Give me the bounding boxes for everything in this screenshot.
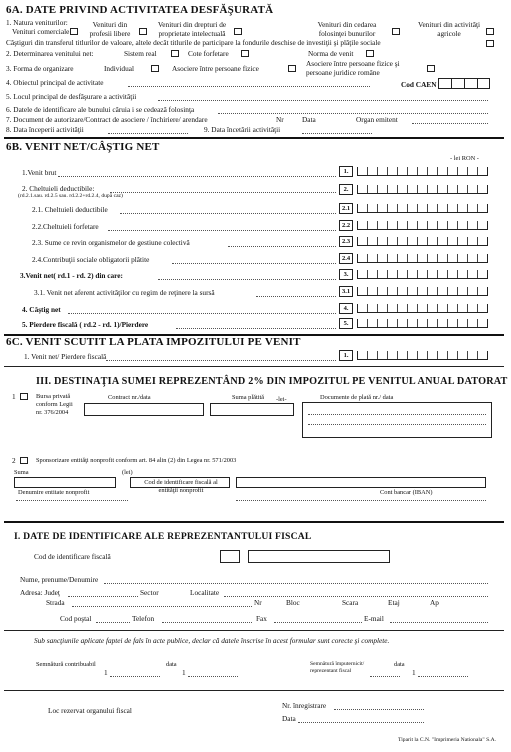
- row-2-3-cells[interactable]: [357, 237, 488, 246]
- suma-platita-field[interactable]: [210, 403, 294, 416]
- row-2-1-number: 2.1: [339, 203, 353, 214]
- venituri-drepturi-label: Venituri din drepturi de proprietate intelectuală: [157, 20, 227, 38]
- row-4-label: 4. Câştig net: [22, 305, 61, 314]
- 6c-row-cells[interactable]: [357, 351, 488, 360]
- row-4-cells[interactable]: [357, 304, 488, 313]
- 6c-row-number: 1.: [339, 350, 353, 361]
- row-2-label: 2. Cheltuieli deductibile:: [22, 184, 95, 193]
- section-6a-title: 6A. DATE PRIVIND ACTIVITATEA DESFĂŞURATĂ: [6, 4, 274, 16]
- row-2-number: 2.: [339, 184, 353, 195]
- data-inceperii-label: 8. Data începerii activităţii: [6, 125, 84, 134]
- row-2-3-label: 2.3. Sume ce revin organismelor de gestiune colectivă: [32, 238, 190, 247]
- cod-caen-label: Cod CAEN: [401, 80, 437, 89]
- row-3-number: 3.: [339, 269, 353, 280]
- row-3-1-number: 3.1: [339, 286, 353, 297]
- section-6c-title: 6C. VENIT SCUTIT LA PLATA IMPOZITULUI PE VENIT: [6, 336, 301, 348]
- judet-label: Adresa: Judeţ: [20, 588, 60, 597]
- asociere-juridice-checkbox[interactable]: [427, 65, 435, 72]
- sponsorizare-label: Sponsorizare entităţi nonprofit conform art. 84 alin (2) din Legea nr. 571/2003: [36, 457, 237, 464]
- cod-postal-label: Cod poştal: [60, 614, 92, 623]
- sistem-real-label: Sistem real: [124, 49, 157, 58]
- row-1-label: 1.Venit brut: [22, 168, 57, 177]
- cod-fiscal-label: Cod de identificare fiscală: [34, 552, 111, 561]
- natura-label: 1. Natura veniturilor:: [6, 18, 68, 27]
- unit-label: - lei RON -: [450, 155, 479, 162]
- venituri-comerciale-label: Venituri comerciale: [12, 27, 70, 36]
- suma-platita-label: Suma plătită: [232, 394, 265, 401]
- data-label: data: [166, 661, 177, 668]
- venituri-agricole-checkbox[interactable]: [486, 28, 494, 35]
- ap-label: Ap: [430, 598, 439, 607]
- row-3-label: 3.Venit net( rd.1 - rd. 2) din care:: [20, 271, 123, 280]
- row-2-2-number: 2.2: [339, 220, 353, 231]
- row-1-cells[interactable]: [357, 167, 488, 176]
- venituri-cedarea-checkbox[interactable]: [392, 28, 400, 35]
- venituri-profesii-checkbox[interactable]: [139, 28, 147, 35]
- scara-label: Scara: [342, 598, 359, 607]
- row-3-1-label: 3.1. Venit net aferent activităţilor cu regim de reţinere la sursă: [34, 288, 215, 297]
- asociere-juridice-label: Asociere între persoane fizice şi persoane juridice române: [306, 59, 400, 77]
- cont-label: Cont bancar (IBAN): [380, 489, 433, 496]
- cod-caen-field[interactable]: [438, 78, 490, 89]
- documente-label: Documente de plată nr./ data: [320, 394, 394, 401]
- castiguri-checkbox[interactable]: [486, 40, 494, 47]
- castiguri-label: Câştiguri din transferul titlurilor de valoare, altele decât titlurile de participare la fondurile deschise de investiţii şi plăţile sociale: [6, 38, 381, 47]
- tiparit-text: Tiparit la C.N. "Imprimeria Nationala" S.A.: [398, 737, 497, 743]
- row-2-2-cells[interactable]: [357, 221, 488, 230]
- row-2-2-label: 2.2.Cheltuieli forfetare: [32, 222, 99, 231]
- obiectul-label: 4. Obiectul principal de activitate: [6, 78, 104, 87]
- semnatura-contrib-marker: 1: [104, 668, 108, 677]
- data2-label: Data: [282, 714, 296, 723]
- venituri-comerciale-checkbox[interactable]: [70, 28, 78, 35]
- documente-field[interactable]: [302, 402, 492, 438]
- etaj-label: Etaj: [388, 598, 400, 607]
- suma-label: Suma: [14, 469, 29, 476]
- section-6b-title: 6B. VENIT NET/CÂŞTIG NET: [6, 141, 160, 153]
- suma-field[interactable]: [14, 477, 116, 488]
- individual-label: Individual: [104, 64, 134, 73]
- repr-title: I. DATE DE IDENTIFICARE ALE REPREZENTANTULUI FISCAL: [14, 531, 312, 542]
- row-2-1-label: 2.1. Cheltuieli deductibile: [32, 205, 108, 214]
- venituri-profesii-label: Venituri din profesii libere: [89, 20, 131, 38]
- row-2-4-cells[interactable]: [357, 254, 488, 263]
- sector-label: Sector: [140, 588, 159, 597]
- data-incetarii-label: 9. Data încetării activităţii: [204, 125, 281, 134]
- option-1-number: 1: [12, 392, 16, 401]
- strada-label: Strada: [46, 598, 65, 607]
- venituri-cedarea-label: Venituri din cedarea folosinţei bunurilor: [317, 20, 377, 38]
- row-2-4-label: 2.4.Contribuţii sociale obligatorii plătite: [32, 255, 150, 264]
- lei-label: (lei): [122, 469, 133, 476]
- document-data-label: Data: [302, 115, 316, 124]
- nr-inregistrare-label: Nr. înregistrare: [282, 701, 327, 710]
- row-5-label: 5. Pierdere fiscală ( rd.2 - rd. 1)/Pierdere: [22, 320, 149, 329]
- option-2-number: 2: [12, 456, 16, 465]
- document-nr-label: Nr: [276, 115, 284, 124]
- asociere-fizice-checkbox[interactable]: [288, 65, 296, 72]
- locul-label: 5. Locul principal de desfăşurare a activităţii: [6, 92, 137, 101]
- data-marker: 1: [182, 668, 186, 677]
- telefon-label: Telefon: [132, 614, 155, 623]
- localitate-label: Localitate: [190, 588, 220, 597]
- data-repr-label: data: [394, 661, 405, 668]
- row-1-number: 1.: [339, 166, 353, 177]
- row-5-number: 5.: [339, 318, 353, 329]
- row-2-3-number: 2.3: [339, 236, 353, 247]
- row-2-1-cells[interactable]: [357, 204, 488, 213]
- semnatura-repr-label: Semnătură împuternicit/ reprezentant fiscal: [310, 661, 365, 674]
- row-4-number: 4.: [339, 303, 353, 314]
- sponsorizare-checkbox[interactable]: [20, 457, 28, 464]
- cote-forfetare-checkbox[interactable]: [241, 50, 249, 57]
- venituri-agricole-label: Venituri din activităţi agricole: [417, 20, 480, 38]
- row-3-1-cells[interactable]: [357, 287, 488, 296]
- datele-label: 6. Datele de identificare ale bunului căruia i se cedează folosinţa: [6, 105, 195, 114]
- semnatura-contrib-label: Semnătură contribuabil: [36, 661, 96, 668]
- denumire-label: Denumire entitate nonprofit: [18, 489, 90, 496]
- section-iii-title: III. DESTINAŢIA SUMEI REPREZENTÂND 2% DIN IMPOZITUL PE VENITUL ANUAL DATORAT: [36, 376, 508, 387]
- nr-label: Nr: [254, 598, 262, 607]
- cont-field[interactable]: [236, 477, 486, 488]
- bloc-label: Bloc: [286, 598, 300, 607]
- sistem-real-checkbox[interactable]: [171, 50, 179, 57]
- row-5-cells[interactable]: [357, 319, 488, 328]
- row-3-cells[interactable]: [357, 270, 488, 279]
- bursa-checkbox[interactable]: [20, 393, 28, 400]
- cod-fiscal-field[interactable]: [248, 550, 390, 563]
- norma-venit-checkbox[interactable]: [366, 50, 374, 57]
- row-2-sublabel: (rd.2.1.sau. rd.2.5 sau. rd.2.2+rd.2.4, după caz): [18, 193, 123, 199]
- individual-checkbox[interactable]: [151, 65, 159, 72]
- loc-rezervat-label: Loc rezervat organului fiscal: [48, 706, 132, 715]
- bursa-label: Bursa privată conform Legii nr. 376/2004: [36, 393, 73, 416]
- 6c-row-label: 1. Venit net/ Pierdere fiscală: [24, 352, 107, 361]
- asociere-fizice-label: Asociere între persoane fizice: [172, 64, 259, 73]
- document-label: 7. Document de autorizare/Contract de asociere / închiriere/ arendare: [6, 115, 208, 124]
- row-2-4-number: 2.4: [339, 253, 353, 264]
- forma-label: 3. Forma de organizare: [6, 64, 74, 73]
- declaratie-text: Sub sancţiunile aplicate faptei de fals în acte publice, declar că datele înscrise în acest formular sunt corecte şi complete.: [34, 636, 390, 645]
- cod-entitate-label: Cod de identificare fiscală al entităţii nonprofit: [144, 479, 218, 494]
- fax-label: Fax: [256, 614, 267, 623]
- cote-forfetare-label: Cote forfetare: [188, 49, 229, 58]
- data-repr-marker: 1: [412, 668, 416, 677]
- contract-field[interactable]: [84, 403, 204, 416]
- cod-fiscal-prefix-field[interactable]: [220, 550, 240, 563]
- determinarea-label: 2. Determinarea venitului net:: [6, 49, 94, 58]
- contract-label: Contract nr./data: [108, 394, 151, 401]
- nume-label: Nume, prenume/Denumire: [20, 575, 99, 584]
- email-label: E-mail: [364, 614, 384, 623]
- lei-unit: -lei-: [276, 396, 287, 403]
- organ-label: Organ emitent: [356, 115, 398, 124]
- venituri-drepturi-checkbox[interactable]: [234, 28, 242, 35]
- row-2-cells[interactable]: [357, 185, 488, 194]
- norma-venit-label: Norma de venit: [308, 49, 354, 58]
